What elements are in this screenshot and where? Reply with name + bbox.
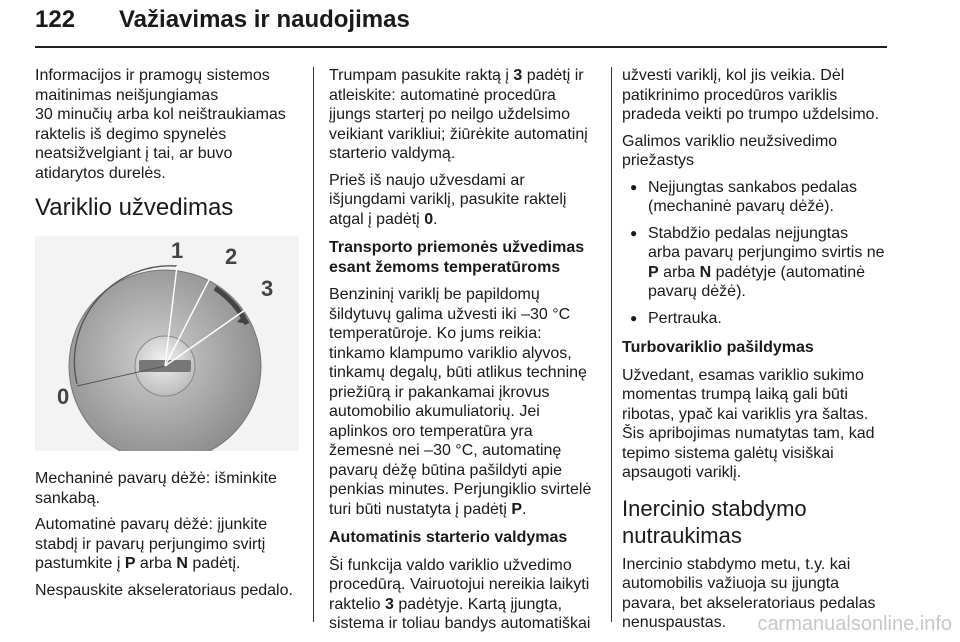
text-line: starterio valdymą. <box>329 145 456 162</box>
text-line: aplinkos oro temperatūra yra <box>329 422 533 440</box>
text-line: Informacijos ir pramogų sistemos <box>35 67 270 84</box>
gear-n: N <box>699 263 712 281</box>
text-line: Galimos variklio neužsivedimo <box>622 132 838 150</box>
text-line: atleiskite: automatinė procedūra <box>329 86 556 104</box>
text-line: Benzininį variklį be papildomų <box>329 286 540 303</box>
text-line: Mechaninė pavarų dėžė: išminkite <box>35 470 277 487</box>
gear-p: P <box>511 500 522 518</box>
section-heading-turbo: Turbovariklio pašildymas <box>622 339 814 356</box>
key-position-0: 0 <box>424 210 434 228</box>
section-heading-engine-start: Variklio užvedimas <box>35 194 234 221</box>
text-line: priežiūrą ir pakankamai įkrovus <box>329 383 550 401</box>
restart-paragraph <box>329 171 607 230</box>
heading-line: nutraukimas <box>622 522 742 548</box>
text-line: atidarytos durelės. <box>35 164 166 182</box>
text-line: tinkamų degalų, būti atlikus techninę <box>329 364 587 381</box>
header-rule <box>35 46 887 48</box>
turn-key-paragraph <box>329 66 607 164</box>
text-line: nenuspaustas. <box>622 614 727 631</box>
text-fragment: raktelio <box>329 595 386 613</box>
key-position-3: 3 <box>513 67 523 84</box>
heading-line: esant žemoms temperatūroms <box>329 258 561 276</box>
text-fragment: padėtyje. Kartą įjungta, <box>393 595 563 613</box>
text-line: priežastys <box>622 152 695 169</box>
text-line: neatsižvelgiant į tai, ar buvo <box>35 145 233 162</box>
text-fragment: padėtyje (automatinė <box>711 263 866 281</box>
text-fragment: padėtį. <box>187 555 241 572</box>
text-line: pavarų dėžė). <box>648 283 746 300</box>
gear-p: P <box>124 555 136 572</box>
section-heading-overrun-cutoff <box>622 495 902 549</box>
text-line: sistema ir toliau bandys automatiškai <box>329 615 591 632</box>
text-line: tinkamo klampumo variklio alyvos, <box>329 344 572 362</box>
text-line: Stabdžio pedalas neįjungtas <box>648 224 849 242</box>
key-position-3: 3 <box>385 595 394 613</box>
page-number: 122 <box>35 6 76 33</box>
text-line: įjungs starterį po neilgo uždelsimo <box>329 106 571 123</box>
turbo-paragraph <box>622 366 902 483</box>
list-item: ● Pertrauka. <box>622 309 902 329</box>
pedal-paragraph: Nespauskite akseleratoriaus pedalo. <box>35 581 293 599</box>
text-line: Šis apribojimas numatytas tam, kad <box>622 425 875 442</box>
position-label-1: 1 <box>171 238 184 263</box>
text-line: momentas trumpą laiką gali būti <box>622 386 848 403</box>
text-line: Prieš iš naujo užvesdami ar <box>329 171 525 189</box>
text-line: užvesti variklį, kol jis veikia. Dėl <box>622 67 845 84</box>
text-line: apsaugoti variklį. <box>622 464 742 481</box>
text-line: pavara, bet akseleratoriaus pedalas <box>622 594 876 612</box>
text-line: temperatūroje. Ko jums reikia: <box>329 325 542 342</box>
text-fragment: arba <box>658 263 700 281</box>
text-fragment: atgal į padėtį <box>329 210 425 228</box>
text-line: (mechaninė pavarų dėžė). <box>648 198 834 215</box>
text-line: šildytuvų galima užvesti iki –30 °C <box>329 305 571 323</box>
heading-line: Transporto priemonės užvedimas <box>329 239 585 256</box>
gear-n: N <box>176 555 188 572</box>
text-line: penkias minutes. Perjungiklio svirtelė <box>329 481 592 498</box>
continuation-paragraph <box>622 66 902 125</box>
text-line: automobilis važiuoja su įjungta <box>622 575 840 592</box>
manual-gearbox-paragraph <box>35 469 303 508</box>
failure-causes-intro <box>622 132 902 171</box>
text-fragment: turi būti nustatyta į padėtį <box>329 500 512 518</box>
position-label-3: 3 <box>261 276 274 301</box>
watermark: carmanualsonline.info <box>757 613 952 635</box>
text-fragment: . <box>433 210 438 228</box>
list-item <box>622 224 902 302</box>
chapter-title: Važiavimas ir naudojimas <box>119 6 410 33</box>
text-line: pavarų dėžę būtina pašildyti apie <box>329 461 563 479</box>
text-line: automobilio akumuliatorių. Jei <box>329 403 540 420</box>
text-line: procedūrą. Vairuotojui nereikia laikyti <box>329 576 590 593</box>
list-item <box>622 178 902 217</box>
column-divider-2 <box>611 67 612 622</box>
text-line: arba pavarų perjungimo svirtis ne <box>648 244 885 261</box>
heading-line: Inercinio stabdymo <box>622 495 807 521</box>
gear-p: P <box>648 263 659 281</box>
text-fragment: Trumpam pasukite raktą į <box>329 67 514 84</box>
column-3 <box>622 66 902 640</box>
failure-causes-list <box>622 178 902 329</box>
text-line: tepimo sistema galėtų visiškai <box>622 444 834 462</box>
text-line: žemesnė nei –30 °C, automatinę <box>329 442 562 459</box>
intro-paragraph <box>35 66 303 183</box>
text-line: stabdį ir pavarų perjungimo svirtį <box>35 535 266 553</box>
page-header <box>35 0 925 46</box>
text-line: ribotas, ypač kai variklis yra šaltas. <box>622 405 869 423</box>
position-label-0: 0 <box>57 384 70 409</box>
text-fragment: . <box>522 500 527 518</box>
section-heading-low-temp <box>329 238 607 277</box>
position-label-2: 2 <box>225 244 238 269</box>
column-2 <box>329 66 607 641</box>
ignition-diagram-svg <box>35 236 299 451</box>
text-line: sankabą. <box>35 489 100 507</box>
text-line: pradeda veikti po trumpo uždelsimo. <box>622 106 880 123</box>
text-fragment: padėtį ir <box>522 67 584 84</box>
text-fragment: arba <box>135 555 177 572</box>
text-line: Automatinė pavarų dėžė: įjunkite <box>35 516 268 533</box>
text-line: Neįjungtas sankabos pedalas <box>648 178 858 196</box>
text-line: maitinimas neišjungiamas <box>35 86 219 104</box>
text-line: patikrinimo procedūros variklis <box>622 86 838 104</box>
ignition-key-diagram <box>35 236 299 451</box>
column-1 <box>35 66 303 607</box>
text-line: Užvedant, esamas variklio sukimo <box>622 366 864 384</box>
automatic-gearbox-paragraph <box>35 515 303 574</box>
section-heading-auto-starter: Automatinis starterio valdymas <box>329 529 568 546</box>
text-fragment: pastumkite į <box>35 555 125 572</box>
text-line: Inercinio stabdymo metu, t.y. kai <box>622 555 851 573</box>
text-line: 30 minučių arba kol neištraukiamas <box>35 106 286 123</box>
text-line: raktelis iš degimo spynelės <box>35 125 227 143</box>
auto-starter-paragraph <box>329 556 607 634</box>
text-line: Ši funkcija valdo variklio užvedimo <box>329 556 572 574</box>
column-divider-1 <box>313 67 314 622</box>
text-line: veikiant varikliui; žiūrėkite automatinį <box>329 125 588 143</box>
low-temp-paragraph <box>329 285 607 519</box>
text-line: išjungdami variklį, pasukite raktelį <box>329 191 567 208</box>
